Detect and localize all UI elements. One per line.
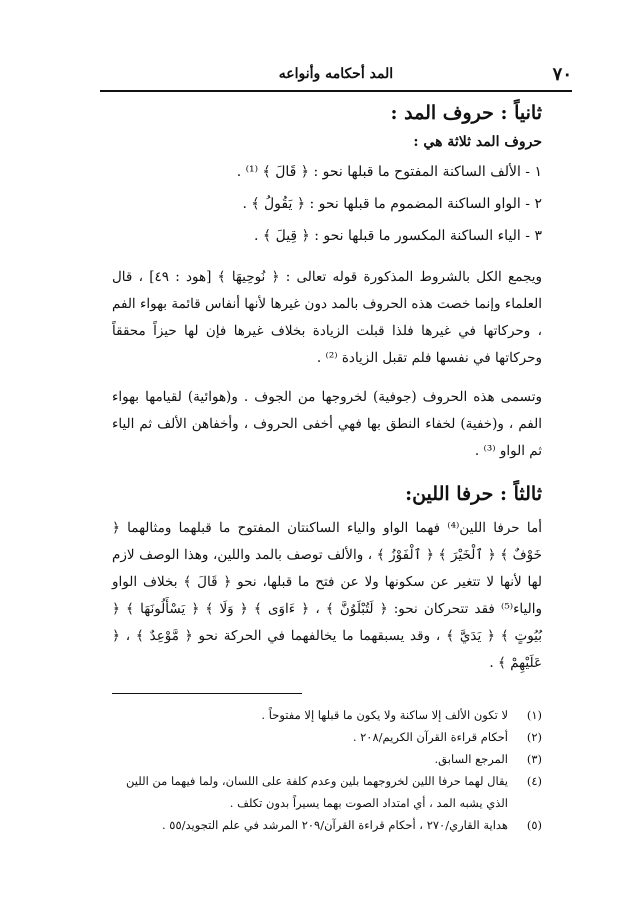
footnote-number: (٤) [526,774,542,788]
footnote-text: هداية القاري/٢٧٠ ، أحكام قراءة القرآن/٢٠٩ المرشد في علم التجويد/٥٥ . [161,818,508,832]
footnote [112,726,542,748]
body-paragraph: أما حرفا اللين⁽⁴⁾ فهما الواو والياء الساكنتان المفتوح ما قبلهما ومثالهما ﴿ خَوْفٌ ﴾ ﴿ ٱلْخَيْرَ ﴾ ﴿ ٱلْفَوْزُ ﴾ ، والألف توصف بالمد واللين، وهذا الوصف لازم لها لأنها لا تتغير عن سكونها ولا عن فتح ما قبلها، نحو ﴿ قَالَ ﴾ بخلاف الواو والياء⁽⁵⁾ فقد تتحركان نحو: ﴿ لَتُبْلَوُنَّ ﴾ ، ﴿ ءَاوَى ﴾ ﴿ وَلَا ﴾ ﴿ يَسْأَلُونَهَا ﴾ ﴿ بُيُوتٍ ﴾ ﴿ يَدَيَّ ﴾ ، وقد يسبقهما ما يخالفهما في الحركة نحو ﴿ مَّوْعِدٌ ﴾ ، ﴿ عَلَيْهِمْ ﴾ . [112,520,542,671]
footnote [112,770,542,814]
section-subtitle: حروف المد ثلاثة هي : [413,134,542,150]
page-number: ٧٠ [552,64,572,85]
footnote-number: (٢) [526,730,542,744]
footnote-text: المرجع السابق. [434,752,508,766]
footnote [112,814,542,836]
list-item: ٢ - الواو الساكنة المضموم ما قبلها نحو : ﴿ يَقُولُ ﴾ . [242,196,542,212]
footnote-number: (٣) [526,752,542,766]
page-header [100,60,572,92]
list-item: ٣ - الياء الساكنة المكسور ما قبلها نحو : ﴿ قِيلَ ﴾ . [254,228,542,244]
footnote-text: يقال لهما حرفا اللين لخروجهما بلين وعدم كلفة على اللسان، ولما فيهما من اللين الذي يشبه المد ، أي امتداد الصوت بهما يسيراً بدون تكلف . [126,774,508,810]
footnote [112,748,542,770]
section-title-madd-letters: ثانياً : حروف المد : [390,102,542,124]
footnote-divider [112,693,302,694]
footnote-text: أحكام قراءة القرآن الكريم/٢٠٨ . [352,730,508,744]
footnote-number: (٥) [526,818,542,832]
footnote-number: (١) [526,708,542,722]
page-body [112,96,542,836]
body-paragraph: ويجمع الكل بالشروط المذكورة قوله تعالى : ﴿ نُوحِيهَا ﴾ [هود : ٤٩] ، قال العلماء وإنما خصت هذه الحروف بالمد دون غيرها لأنها أنفاس قائمة بهواء الفم ، وحركاتها في غيرها فلذا قبلت الزيادة بخلاف غيرها فإن لها حيزاً محققاً وحركاتها في نفسها فلم تقبل الزيادة ⁽²⁾ . [112,269,542,366]
footnote-text: لا تكون الألف إلا ساكنة ولا يكون ما قبلها إلا مفتوحاً . [261,708,508,722]
section-title-leen-letters: ثالثاً : حرفا اللين: [405,483,542,505]
body-paragraph: وتسمى هذه الحروف (جوفية) لخروجها من الجوف . و(هوائية) لقيامها بهواء الفم ، و(خفية) لخفاء النطق بها فهي أخفى الحروف ، وأخفاهن الألف ثم الياء ثم الواو ⁽³⁾ . [112,389,542,459]
running-title: المد أحكامه وأنواعه [278,66,394,82]
footnote [112,704,542,726]
list-item: ١ - الألف الساكنة المفتوح ما قبلها نحو : ﴿ قَالَ ﴾ ⁽¹⁾ . [236,164,542,180]
